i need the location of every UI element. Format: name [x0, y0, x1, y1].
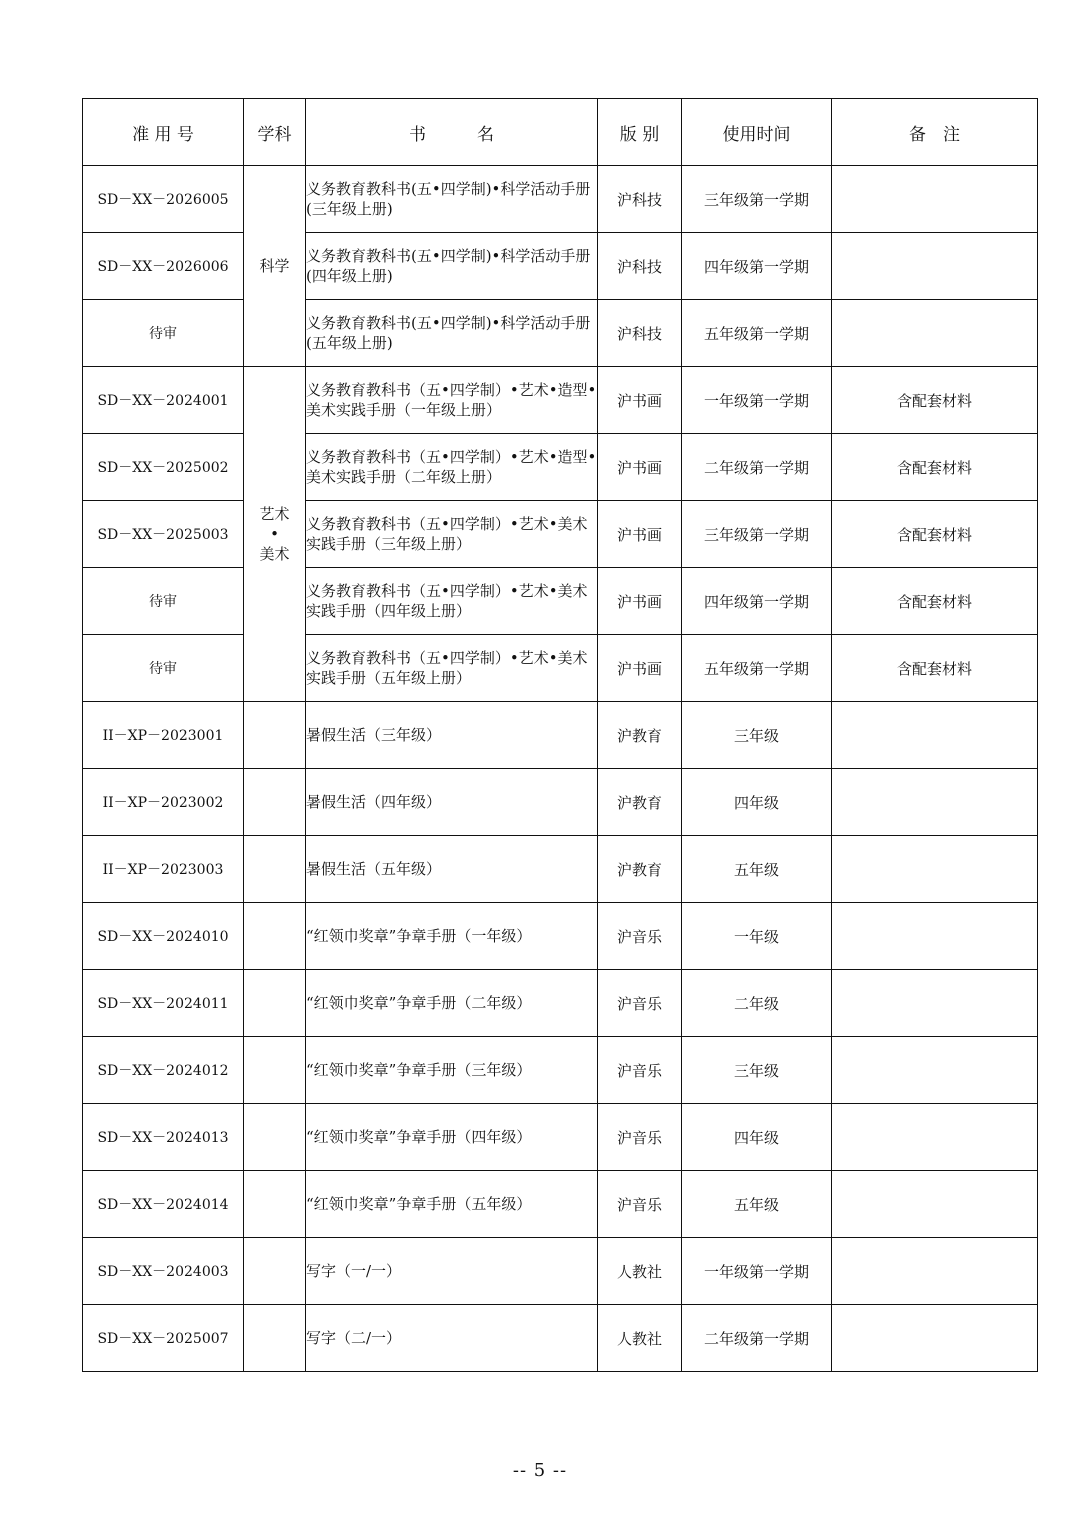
header-usage: 使用时间: [682, 99, 832, 166]
row-publisher: 沪音乐: [598, 1037, 682, 1104]
row-usage: 五年级第一学期: [682, 300, 832, 367]
page-number: -- 5 --: [512, 1460, 568, 1481]
row-publisher: 沪音乐: [598, 1104, 682, 1171]
row-publisher: 沪教育: [598, 769, 682, 836]
subject-art-line-1: 艺术: [259, 505, 290, 523]
row-code: SD－XX－2026005: [83, 166, 244, 233]
row-title: 暑假生活（四年级）: [306, 769, 598, 836]
row-code: SD－XX－2025007: [83, 1305, 244, 1372]
header-title: 书 名: [306, 99, 598, 166]
row-code: SD－XX－2024010: [83, 903, 244, 970]
row-remark: [832, 166, 1038, 233]
table-row: [83, 836, 1038, 903]
row-subject: [244, 1104, 306, 1171]
table-row: [83, 635, 1038, 702]
table-header-row: [83, 99, 1038, 166]
header-subject: 学科: [244, 99, 306, 166]
table-row: [83, 233, 1038, 300]
row-code: SD－XX－2025003: [83, 501, 244, 568]
textbook-table: [82, 98, 1038, 1372]
row-code: SD－XX－2024003: [83, 1238, 244, 1305]
row-usage: 二年级第一学期: [682, 434, 832, 501]
row-usage: 四年级第一学期: [682, 568, 832, 635]
row-remark: [832, 1104, 1038, 1171]
row-code: 待审: [83, 568, 244, 635]
subject-science: 科学: [244, 166, 306, 367]
table-row: [83, 300, 1038, 367]
row-remark: 含配套材料: [832, 568, 1038, 635]
row-usage: 三年级: [682, 702, 832, 769]
row-usage: 五年级第一学期: [682, 635, 832, 702]
row-code: 待审: [83, 300, 244, 367]
row-usage: 四年级第一学期: [682, 233, 832, 300]
row-title: “红领巾奖章”争章手册（三年级）: [306, 1037, 598, 1104]
row-title: 义务教育教科书(五•四学制)•科学活动手册(三年级上册): [306, 166, 598, 233]
row-remark: 含配套材料: [832, 635, 1038, 702]
row-title: 义务教育教科书(五•四学制)•科学活动手册(五年级上册): [306, 300, 598, 367]
table-row: [83, 501, 1038, 568]
table-row: [83, 434, 1038, 501]
row-remark: [832, 300, 1038, 367]
table-row: [83, 1238, 1038, 1305]
row-title: 义务教育教科书（五•四学制）•艺术•美术实践手册（五年级上册）: [306, 635, 598, 702]
row-remark: 含配套材料: [832, 501, 1038, 568]
row-remark: [832, 970, 1038, 1037]
row-remark: [832, 903, 1038, 970]
row-code: SD－XX－2024001: [83, 367, 244, 434]
row-publisher: 沪书画: [598, 635, 682, 702]
row-remark: [832, 836, 1038, 903]
table-row: [83, 1305, 1038, 1372]
table-row: [83, 970, 1038, 1037]
row-remark: 含配套材料: [832, 367, 1038, 434]
row-publisher: 沪书画: [598, 367, 682, 434]
row-subject: [244, 769, 306, 836]
row-title: “红领巾奖章”争章手册（四年级）: [306, 1104, 598, 1171]
row-title: 义务教育教科书（五•四学制）•艺术•造型•美术实践手册（一年级上册）: [306, 367, 598, 434]
row-publisher: 沪教育: [598, 702, 682, 769]
row-publisher: 沪书画: [598, 568, 682, 635]
row-title: 暑假生活（三年级）: [306, 702, 598, 769]
row-publisher: 沪音乐: [598, 970, 682, 1037]
subject-art-dot: •: [270, 525, 279, 543]
row-remark: [832, 702, 1038, 769]
header-publisher: 版 别: [598, 99, 682, 166]
row-publisher: 沪书画: [598, 501, 682, 568]
row-subject: [244, 1171, 306, 1238]
row-code: SD－XX－2026006: [83, 233, 244, 300]
table-row: [83, 769, 1038, 836]
table-row: [83, 903, 1038, 970]
row-remark: [832, 1305, 1038, 1372]
table-row: [83, 1037, 1038, 1104]
subject-art: [244, 367, 306, 702]
row-usage: 三年级: [682, 1037, 832, 1104]
row-usage: 四年级: [682, 769, 832, 836]
row-subject: [244, 1305, 306, 1372]
row-code: II－XP－2023002: [83, 769, 244, 836]
row-title: 写字（一/一）: [306, 1238, 598, 1305]
row-code: II－XP－2023001: [83, 702, 244, 769]
row-code: II－XP－2023003: [83, 836, 244, 903]
row-code: SD－XX－2024013: [83, 1104, 244, 1171]
row-title: 义务教育教科书（五•四学制）•艺术•造型•美术实践手册（二年级上册）: [306, 434, 598, 501]
row-usage: 二年级第一学期: [682, 1305, 832, 1372]
row-remark: [832, 769, 1038, 836]
row-publisher: 沪音乐: [598, 1171, 682, 1238]
table-row: [83, 568, 1038, 635]
row-code: SD－XX－2025002: [83, 434, 244, 501]
row-subject: [244, 702, 306, 769]
subject-art-line-2: 美术: [259, 545, 290, 563]
row-title: 义务教育教科书（五•四学制）•艺术•美术实践手册（三年级上册）: [306, 501, 598, 568]
row-usage: 二年级: [682, 970, 832, 1037]
row-remark: 含配套材料: [832, 434, 1038, 501]
row-usage: 一年级: [682, 903, 832, 970]
row-usage: 一年级第一学期: [682, 1238, 832, 1305]
header-remark: 备 注: [832, 99, 1038, 166]
row-publisher: 人教社: [598, 1305, 682, 1372]
row-publisher: 沪科技: [598, 300, 682, 367]
row-title: “红领巾奖章”争章手册（一年级）: [306, 903, 598, 970]
row-usage: 三年级第一学期: [682, 166, 832, 233]
row-code: SD－XX－2024014: [83, 1171, 244, 1238]
row-remark: [832, 1238, 1038, 1305]
row-subject: [244, 903, 306, 970]
table-row: [83, 367, 1038, 434]
table-row: [83, 166, 1038, 233]
row-publisher: 沪科技: [598, 233, 682, 300]
header-code: 准 用 号: [83, 99, 244, 166]
row-publisher: 沪科技: [598, 166, 682, 233]
row-subject: [244, 1037, 306, 1104]
row-subject: [244, 970, 306, 1037]
row-publisher: 沪音乐: [598, 903, 682, 970]
row-remark: [832, 1171, 1038, 1238]
row-subject: [244, 836, 306, 903]
row-title: 义务教育教科书（五•四学制）•艺术•美术实践手册（四年级上册）: [306, 568, 598, 635]
row-subject: [244, 1238, 306, 1305]
row-remark: [832, 233, 1038, 300]
row-usage: 一年级第一学期: [682, 367, 832, 434]
row-code: 待审: [83, 635, 244, 702]
row-title: 写字（二/一）: [306, 1305, 598, 1372]
row-remark: [832, 1037, 1038, 1104]
row-publisher: 人教社: [598, 1238, 682, 1305]
row-usage: 五年级: [682, 836, 832, 903]
row-publisher: 沪书画: [598, 434, 682, 501]
row-publisher: 沪教育: [598, 836, 682, 903]
table-row: [83, 1171, 1038, 1238]
row-usage: 五年级: [682, 1171, 832, 1238]
table-row: [83, 1104, 1038, 1171]
row-usage: 三年级第一学期: [682, 501, 832, 568]
row-code: SD－XX－2024011: [83, 970, 244, 1037]
table-row: [83, 702, 1038, 769]
row-usage: 四年级: [682, 1104, 832, 1171]
row-title: 暑假生活（五年级）: [306, 836, 598, 903]
row-title: 义务教育教科书(五•四学制)•科学活动手册(四年级上册): [306, 233, 598, 300]
row-title: “红领巾奖章”争章手册（二年级）: [306, 970, 598, 1037]
row-code: SD－XX－2024012: [83, 1037, 244, 1104]
row-title: “红领巾奖章”争章手册（五年级）: [306, 1171, 598, 1238]
